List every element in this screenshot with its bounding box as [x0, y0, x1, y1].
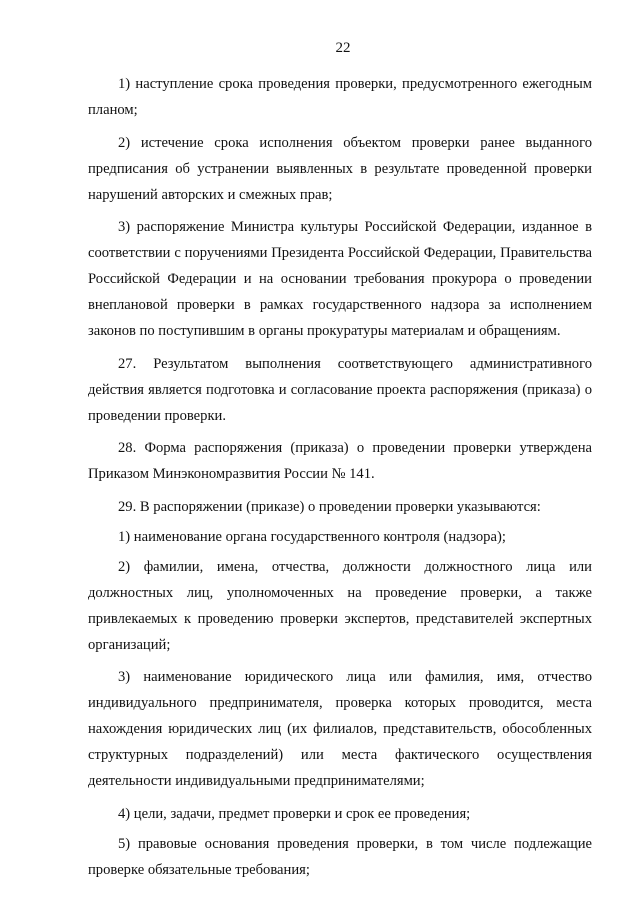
page-number: 22: [335, 40, 351, 56]
paragraph-29-item-3: 3) наименование юридического лица или фамилия, имя, отчество индивидуального предпринимателя, проверка которых проводится, места нахождения юридических лиц (их филиалов, представительств, обособленных структурных подразделений) или места фактического осуществления деятельности индивидуальными предпринимателями;: [88, 669, 592, 789]
paragraph-29: 29. В распоряжении (приказе) о проведении проверки указываются:: [118, 498, 541, 515]
paragraph-28: 28. Форма распоряжения (приказа) о проведении проверки утверждена Приказом Минэкономразвития России № 141.: [88, 440, 592, 482]
paragraph-29-item-1: 1) наименование органа государственного контроля (надзора);: [118, 528, 506, 545]
paragraph-item-2: 2) истечение срока исполнения объектом проверки ранее выданного предписания об устранении выявленных в результате проведенной проверки нарушений авторских и смежных прав;: [88, 134, 592, 203]
paragraph-item-1: 1) наступление срока проведения проверки, предусмотренного ежегодным планом;: [88, 76, 592, 118]
paragraph-item-3: 3) распоряжение Министра культуры Российской Федерации, изданное в соответствии с поручениями Президента Российской Федерации, Правительства Российской Федерации и на основании требования прокурора о проведении внеплановой проверки в рамках государственного надзора за исполнением законов по поступившим в органы прокуратуры материалам и обращениям.: [88, 219, 592, 339]
paragraph-29-item-5: 5) правовые основания проведения проверки, в том числе подлежащие проверке обязательные требования;: [88, 835, 592, 878]
paragraph-27: 27. Результатом выполнения соответствующего административного действия является подготовка и согласование проекта распоряжения (приказа) о проведении проверки.: [88, 355, 592, 424]
paragraph-29-item-2: 2) фамилии, имена, отчества, должности должностного лица или должностных лиц, уполномоченных на проведение проверки, а также привлекаемых к проведению проверки экспертов, представителей экспертных организаций;: [88, 558, 592, 653]
paragraph-29-item-4: 4) цели, задачи, предмет проверки и срок ее проведения;: [118, 805, 471, 822]
